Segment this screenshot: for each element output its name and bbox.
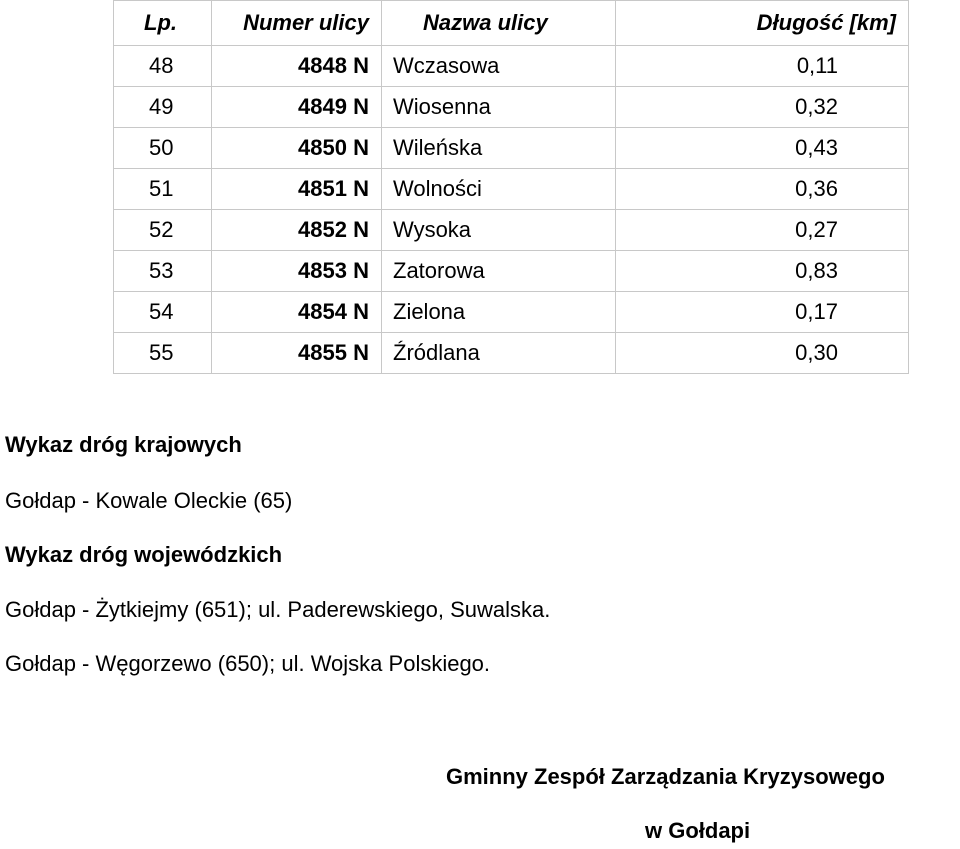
signature-line-1: Gminny Zespół Zarządzania Kryzysowego xyxy=(446,764,885,789)
cell-lp: 54 xyxy=(114,292,212,333)
cell-dlugosc: 0,36 xyxy=(616,169,909,210)
table-row xyxy=(114,46,909,87)
cell-numer: 4851 N xyxy=(212,169,382,210)
streets-table xyxy=(113,0,909,374)
table-row xyxy=(114,333,909,374)
cell-lp: 49 xyxy=(114,87,212,128)
cell-dlugosc: 0,43 xyxy=(616,128,909,169)
wojewodzkie-item-2: Gołdap - Węgorzewo (650); ul. Wojska Polskiego. xyxy=(5,651,491,676)
cell-numer: 4853 N xyxy=(212,251,382,292)
cell-dlugosc: 0,32 xyxy=(616,87,909,128)
cell-nazwa: Wolności xyxy=(382,169,616,210)
cell-dlugosc: 0,11 xyxy=(616,46,909,87)
cell-numer: 4854 N xyxy=(212,292,382,333)
cell-nazwa: Wczasowa xyxy=(382,46,616,87)
signature-line-2: w Gołdapi xyxy=(645,818,751,843)
table-header-row xyxy=(114,1,909,46)
cell-numer: 4852 N xyxy=(212,210,382,251)
cell-dlugosc: 0,27 xyxy=(616,210,909,251)
table-row xyxy=(114,210,909,251)
cell-dlugosc: 0,83 xyxy=(616,251,909,292)
cell-numer: 4855 N xyxy=(212,333,382,374)
cell-nazwa: Źródlana xyxy=(382,333,616,374)
krajowe-heading: Wykaz dróg krajowych xyxy=(5,432,242,457)
cell-nazwa: Zatorowa xyxy=(382,251,616,292)
cell-numer: 4849 N xyxy=(212,87,382,128)
streets-table-container xyxy=(113,0,909,374)
table-row xyxy=(114,169,909,210)
cell-lp: 52 xyxy=(114,210,212,251)
header-dlugosc: Długość [km] xyxy=(616,1,909,46)
header-nazwa-ulicy: Nazwa ulicy xyxy=(382,1,616,46)
cell-numer: 4850 N xyxy=(212,128,382,169)
cell-lp: 51 xyxy=(114,169,212,210)
header-lp: Lp. xyxy=(114,1,212,46)
cell-nazwa: Zielona xyxy=(382,292,616,333)
cell-nazwa: Wiosenna xyxy=(382,87,616,128)
cell-lp: 55 xyxy=(114,333,212,374)
cell-numer: 4848 N xyxy=(212,46,382,87)
table-row xyxy=(114,128,909,169)
table-row xyxy=(114,251,909,292)
cell-lp: 50 xyxy=(114,128,212,169)
cell-dlugosc: 0,30 xyxy=(616,333,909,374)
cell-lp: 48 xyxy=(114,46,212,87)
krajowe-item: Gołdap - Kowale Oleckie (65) xyxy=(5,488,293,513)
cell-nazwa: Wileńska xyxy=(382,128,616,169)
table-row xyxy=(114,87,909,128)
wojewodzkie-item-1: Gołdap - Żytkiejmy (651); ul. Paderewskiego, Suwalska. xyxy=(5,597,551,622)
header-numer-ulicy: Numer ulicy xyxy=(212,1,382,46)
cell-nazwa: Wysoka xyxy=(382,210,616,251)
table-row xyxy=(114,292,909,333)
cell-dlugosc: 0,17 xyxy=(616,292,909,333)
cell-lp: 53 xyxy=(114,251,212,292)
wojewodzkie-heading: Wykaz dróg wojewódzkich xyxy=(5,542,283,567)
